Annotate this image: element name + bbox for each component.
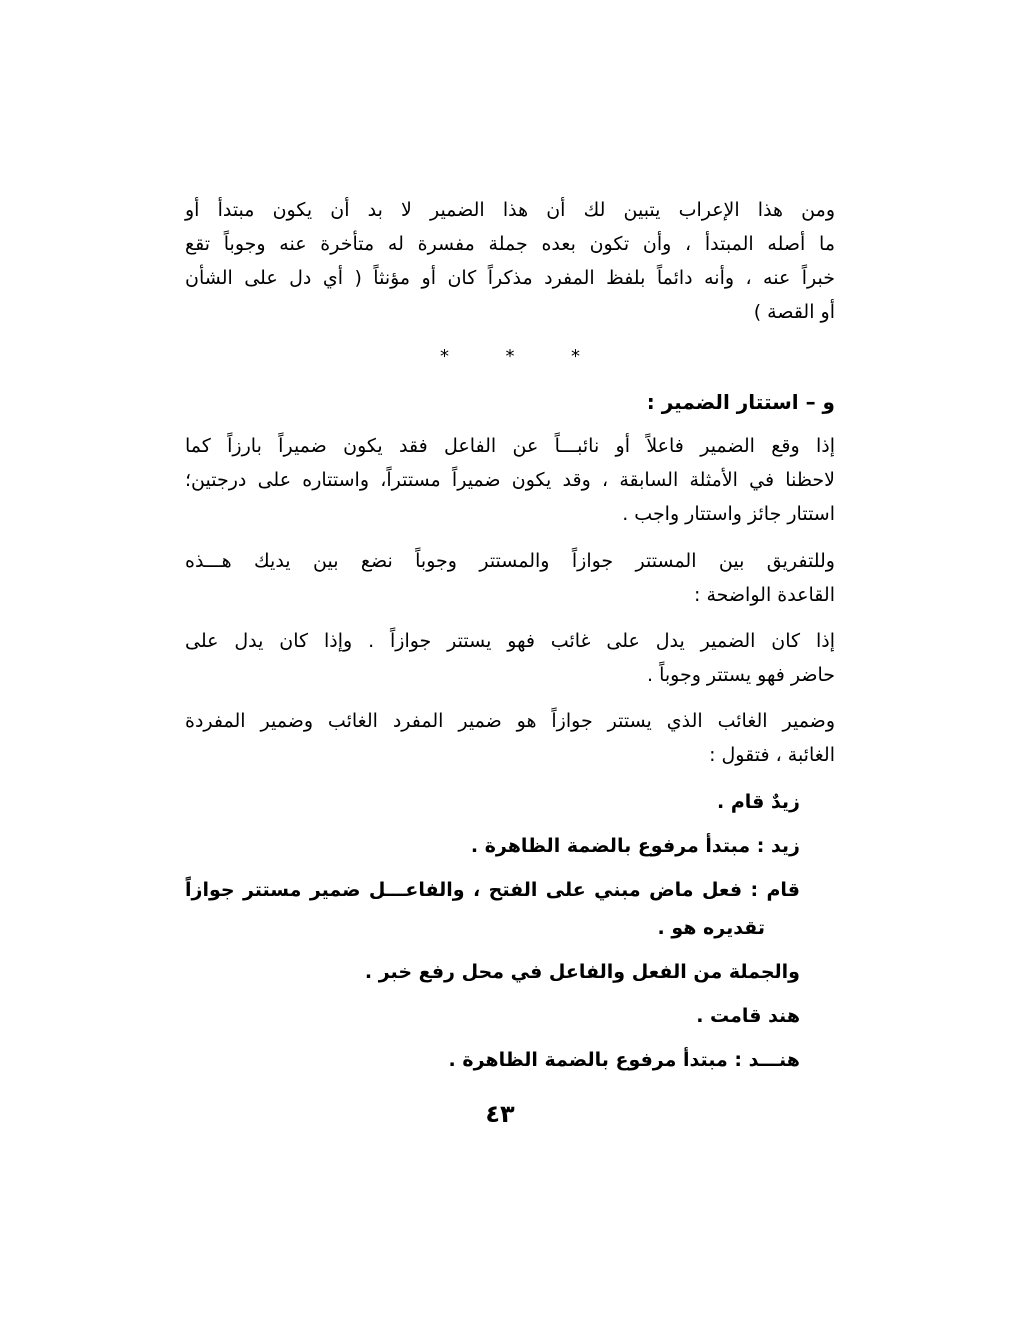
paragraph-4-line-2: حاضر فهو يستتر وجوباً . <box>646 664 835 686</box>
paragraph-1-line-3: خبراً عنه ، وأنه دائماً بلفظ المفرد مذكراً كان أو مؤنثاً ( أي دل على الشأن <box>185 267 835 289</box>
example-1-parse-verb: قام : فعل ماض مبني على الفتح ، والفاعـــل ضمير مستتر جوازاً <box>185 879 800 901</box>
example-1-parse-verb-cont: تقديره هو . <box>657 917 765 939</box>
paragraph-4-line-1: إذا كان الضمير يدل على غائب فهو يستتر جوازاً . وإذا كان يدل على <box>185 630 835 652</box>
paragraph-1-line-2: ما أصله المبتدأ ، وأن تكون بعده جملة مفسرة له متأخرة عنه وجوباً تقع <box>185 233 835 255</box>
paragraph-3-line-2: القاعدة الواضحة : <box>694 584 835 606</box>
section-separator <box>440 346 580 367</box>
section-heading: و – استتار الضمير : <box>646 390 835 414</box>
paragraph-5-line-2: الغائبة ، فتقول : <box>709 744 835 766</box>
paragraph-1-line-1: ومن هذا الإعراب يتبين لك أن هذا الضمير لا بد أن يكون مبتدأ أو <box>185 199 835 221</box>
example-1-parse-subject: زيد : مبتدأ مرفوع بالضمة الظاهرة . <box>470 835 800 857</box>
star-icon: * <box>505 346 515 367</box>
page-number: ٤٣ <box>485 1100 515 1128</box>
paragraph-1-line-4: أو القصة ) <box>753 301 835 323</box>
star-icon: * <box>571 346 580 367</box>
example-2-parse-subject: هنـــد : مبتدأ مرفوع بالضمة الظاهرة . <box>448 1049 800 1071</box>
paragraph-2-line-1: إذا وقع الضمير فاعلاً أو نائبـــاً عن الفاعل فقد يكون ضميراً بارزاً كما <box>185 435 835 457</box>
example-1-parse-sentence: والجملة من الفعل والفاعل في محل رفع خبر . <box>364 961 800 983</box>
paragraph-5-line-1: وضمير الغائب الذي يستتر جوازاً هو ضمير المفرد الغائب وضمير المفردة <box>185 710 835 732</box>
example-2-sentence: هند قامت . <box>696 1005 800 1027</box>
paragraph-2-line-3: استتار جائز واستتار واجب . <box>622 503 835 525</box>
paragraph-3-line-1: وللتفريق بين المستتر جوازاً والمستتر وجوباً نضع بين يديك هـــذه <box>185 550 835 572</box>
paragraph-2-line-2: لاحظنا في الأمثلة السابقة ، وقد يكون ضميراً مستتراً، واستتاره على درجتين؛ <box>185 469 835 491</box>
star-icon: * <box>440 346 449 367</box>
example-1-sentence: زيدٌ قام . <box>717 791 800 813</box>
